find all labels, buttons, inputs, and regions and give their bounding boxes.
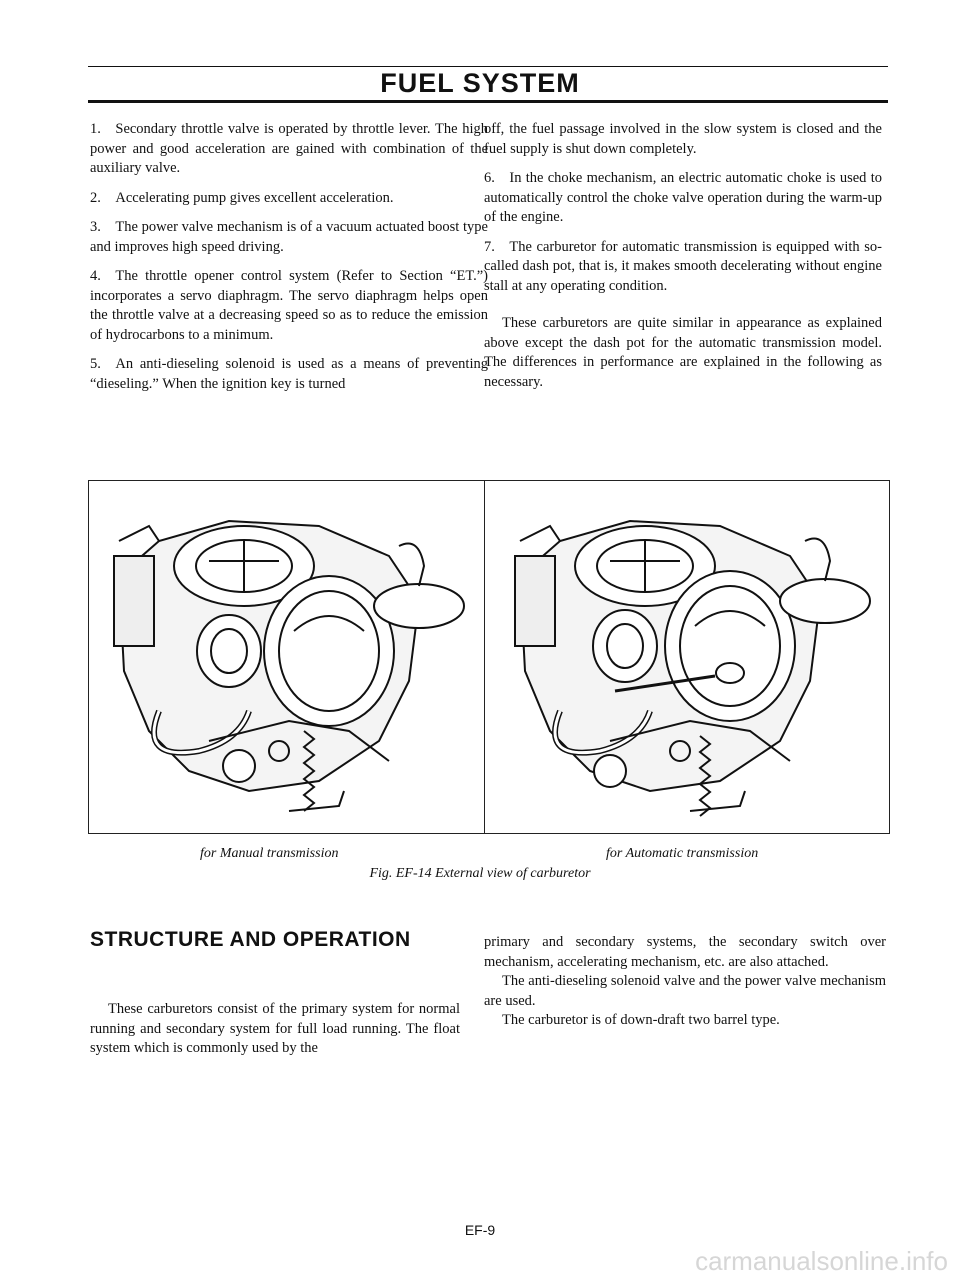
summary-paragraph: These carburetors are quite similar in appearance as explained above except the dash pot for the automatic transmission model. The differences in performance are explained in the following as necessary. — [484, 315, 882, 390]
figure-label-automatic: for Automatic transmission — [606, 846, 759, 861]
section-paragraph-left: These carburetors consist of the primary system for normal running and secondary system for full load running. The float system which is commonly used by the — [90, 1001, 460, 1056]
carburetor-automatic-illustration — [485, 481, 889, 833]
header-top-rule — [88, 66, 888, 67]
page-number: EF-9 — [464, 1222, 496, 1238]
figure-panel-manual — [88, 480, 486, 834]
figure-label-manual: for Manual transmission — [200, 846, 339, 861]
list-item-2: 2. Accelerating pump gives excellent acceleration. — [90, 189, 394, 206]
section-paragraph-right-1: primary and secondary systems, the secondary switch over mechanism, accelerating mechanism, etc. are also attached. — [484, 934, 886, 970]
section-right-column — [484, 933, 886, 1031]
page-header — [0, 68, 960, 99]
watermark-logo: carmanualsonline.info — [695, 1246, 948, 1276]
left-text-column — [90, 120, 488, 394]
list-item-4: 4. The throttle opener control system (Refer to Section “ET.”) incorporates a servo diaphragm. The servo diaphragm helps open the throttle valve at a decreasing speed so as to reduce the emission of hydrocarbons to a minimum. — [90, 268, 488, 343]
list-item-7: 7. The carburetor for automatic transmission is equipped with so-called dash pot, that is, it makes smooth decelerating without engine stall at any operating condition. — [484, 238, 882, 294]
section-paragraph-right-3: The carburetor is of down-draft two barrel type. — [502, 1012, 780, 1028]
figure-caption: Fig. EF-14 External view of carburetor — [369, 866, 591, 881]
list-item-5: 5. An anti-dieseling solenoid is used as a means of preventing “dieseling.” When the ignition key is turned — [90, 356, 488, 392]
section-left-column — [90, 1000, 460, 1059]
list-item-3: 3. The power valve mechanism is of a vacuum actuated boost type and improves high speed driving. — [90, 219, 488, 255]
section-title: STRUCTURE AND OPERATION — [90, 928, 411, 951]
section-paragraph-right-2: The anti-dieseling solenoid valve and the power valve mechanism are used. — [484, 973, 886, 1009]
right-text-column — [484, 120, 882, 392]
figure-panel-automatic — [484, 480, 890, 834]
list-item-6: 6. In the choke mechanism, an electric automatic choke is used to automatically control the choke valve operation during the warm-up of the engine. — [484, 170, 882, 225]
page-title: FUEL SYSTEM — [366, 68, 594, 98]
header-bottom-rule — [88, 100, 888, 103]
list-item-1: 1. Secondary throttle valve is operated by throttle lever. The high power and good acceleration are gained with combination of the auxiliary valve. — [90, 121, 488, 176]
carburetor-manual-illustration — [89, 481, 485, 833]
continued-paragraph: off, the fuel passage involved in the slow system is closed and the fuel supply is shut down completely. — [484, 121, 882, 157]
